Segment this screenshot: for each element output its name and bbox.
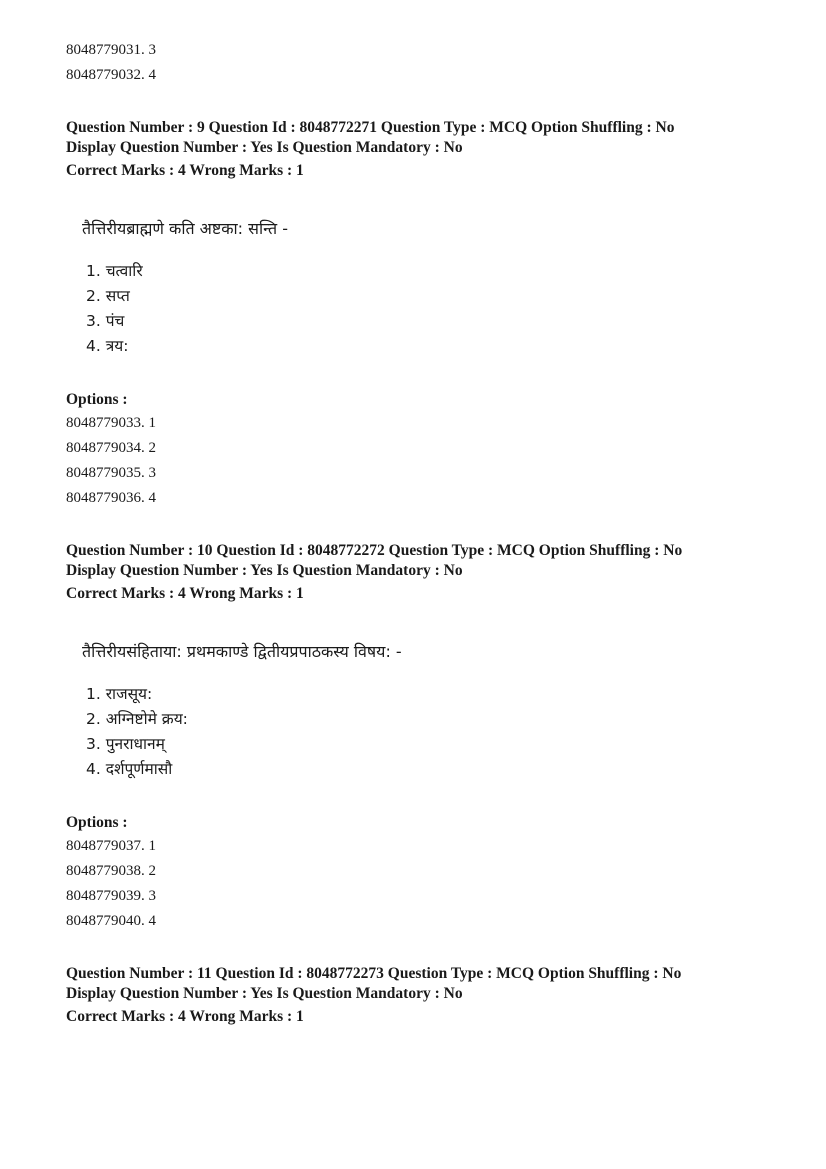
option-id: 8048779039. (66, 888, 145, 904)
option-id: 8048779033. (66, 415, 145, 431)
option-value: 4 (148, 67, 156, 83)
answer-choice: 1. चत्वारि (86, 262, 143, 280)
question-marks: Correct Marks : 4 Wrong Marks : 1 (66, 585, 304, 602)
option-value: 3 (148, 465, 156, 481)
answer-choice: 3. पुनराधानम् (86, 735, 165, 753)
option-row (66, 463, 156, 483)
option-id: 8048779037. (66, 838, 145, 854)
option-id: 8048779038. (66, 863, 145, 879)
option-value: 3 (148, 888, 156, 904)
option-value: 4 (148, 913, 156, 929)
answer-choice: 1. राजसूय: (86, 685, 153, 703)
answer-choice: 4. दर्शपूर्णमासौ (86, 760, 173, 778)
option-row (66, 836, 156, 856)
option-row (66, 488, 156, 508)
answer-choice: 2. सप्त (86, 287, 130, 305)
question-text: तैत्तिरीयसंहिताया: प्रथमकाण्डे द्वितीयप्रपाठकस्य विषय: - (82, 642, 402, 661)
question-text: तैत्तिरीयब्राह्मणे कति अष्टका: सन्ति - (82, 219, 289, 238)
option-id: 8048779035. (66, 465, 145, 481)
option-value: 1 (148, 415, 156, 431)
option-id: 8048779040. (66, 913, 145, 929)
answer-choice: 2. अग्निष्टोमे क्रय: (86, 710, 188, 728)
option-value: 2 (148, 863, 156, 879)
question-display-line: Display Question Number : Yes Is Question Mandatory : No (66, 139, 463, 156)
answer-choice: 4. त्रय: (86, 337, 129, 355)
option-row (66, 861, 156, 881)
option-id: 8048779032. (66, 67, 145, 83)
option-row (66, 886, 156, 906)
option-value: 4 (148, 490, 156, 506)
question-display-line: Display Question Number : Yes Is Question Mandatory : No (66, 985, 463, 1002)
options-label: Options : (66, 814, 128, 831)
question-header: Question Number : 11 Question Id : 8048772273 Question Type : MCQ Option Shuffling : No (66, 965, 682, 982)
option-value: 3 (148, 42, 156, 58)
option-row (66, 413, 156, 433)
question-header: Question Number : 9 Question Id : 8048772271 Question Type : MCQ Option Shuffling : No (66, 119, 675, 136)
question-header: Question Number : 10 Question Id : 8048772272 Question Type : MCQ Option Shuffling : No (66, 542, 683, 559)
answer-choice: 3. पंच (86, 312, 125, 330)
option-id: 8048779034. (66, 440, 145, 456)
option-row (66, 65, 156, 85)
option-value: 2 (148, 440, 156, 456)
question-marks: Correct Marks : 4 Wrong Marks : 1 (66, 162, 304, 179)
option-id: 8048779036. (66, 490, 145, 506)
question-marks: Correct Marks : 4 Wrong Marks : 1 (66, 1008, 304, 1025)
options-label: Options : (66, 391, 128, 408)
question-display-line: Display Question Number : Yes Is Question Mandatory : No (66, 562, 463, 579)
option-row (66, 40, 156, 60)
option-row (66, 911, 156, 931)
option-id: 8048779031. (66, 42, 145, 58)
option-row (66, 438, 156, 458)
option-value: 1 (148, 838, 156, 854)
